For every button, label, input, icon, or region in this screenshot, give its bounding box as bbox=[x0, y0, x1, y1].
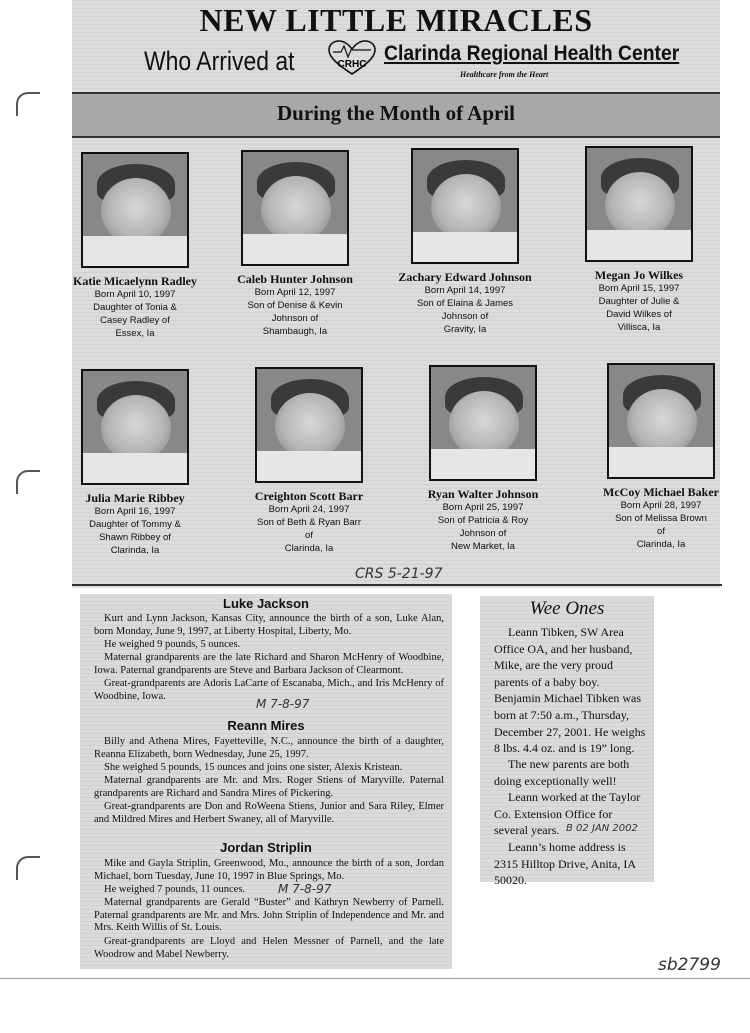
birth-heading-reann: Reann Mires bbox=[227, 718, 305, 733]
baby-photo bbox=[255, 367, 363, 483]
baby-name: Megan Jo Wilkes bbox=[594, 268, 684, 282]
handwritten-clipping-date: CRS 5-21-97 bbox=[355, 566, 443, 582]
baby-photo bbox=[429, 365, 537, 481]
birth-heading-luke: Luke Jackson bbox=[223, 596, 309, 611]
binder-hole-bottom bbox=[16, 856, 40, 880]
baby-photo bbox=[241, 150, 349, 266]
wee-ones-paragraph: The new parents are both doing exceptionally well! bbox=[494, 757, 630, 788]
birth-paragraph: Maternal grandparents are Mr. and Mrs. Roger Stiens of Maryville. Paternal grandparents are Richard and Sandra Mires of Pickering. bbox=[94, 775, 444, 799]
birth-paragraph: Great-grandparents are Lloyd and Helen Messner of Parnell, and the late Woodrow and Mabel Newberry. bbox=[94, 936, 444, 960]
baby-hometown: Clarinda, Ia bbox=[110, 545, 160, 556]
baby-birth-date: Born April 14, 1997 bbox=[424, 285, 506, 296]
baby-name: Creighton Scott Barr bbox=[254, 489, 364, 503]
baby-birth-date: Born April 10, 1997 bbox=[94, 289, 176, 300]
birth-paragraph: Mike and Gayla Striplin, Greenwood, Mo., announce the birth of a son, Jordan Michael, born Tuesday, June 10, 1997 in Blue Springs, Mo. bbox=[94, 858, 444, 882]
wee-ones-paragraph: Leann’s home address is 2315 Hilltop Drive, Anita, IA 50020. bbox=[494, 840, 636, 888]
baby-name: Julia Marie Ribbey bbox=[85, 491, 185, 505]
baby-name: McCoy Michael Baker bbox=[603, 485, 719, 499]
binder-hole-top bbox=[16, 92, 40, 116]
baby-parents-line: Son of Melissa Brown bbox=[615, 513, 707, 524]
baby-card bbox=[220, 150, 370, 338]
baby-card bbox=[408, 365, 558, 553]
birth-paragraph: She weighed 5 pounds, 15 ounces and joins one sister, Alexis Kristean. bbox=[104, 762, 403, 773]
baby-hometown: Essex, Ia bbox=[115, 328, 155, 339]
birth-paragraph: Maternal grandparents are the late Richard and Sharon McHenry of Woodbine, Iowa. Paternal grandparents are Steve and Barbara Jackson of Clearmont. bbox=[94, 652, 444, 676]
baby-birth-date: Born April 25, 1997 bbox=[442, 502, 524, 513]
baby-birth-date: Born April 24, 1997 bbox=[268, 504, 350, 515]
baby-birth-date: Born April 15, 1997 bbox=[598, 283, 680, 294]
baby-parents-line: of bbox=[657, 526, 665, 537]
birth-paragraph: Great-grandparents are Don and RoWeena Stiens, Junior and Sara Riley, Elmer and Mildred Mires and Herbert Swaney, all of Maryville. bbox=[94, 801, 444, 825]
baby-card bbox=[234, 367, 384, 555]
month-banner-text: During the Month of April bbox=[276, 101, 515, 125]
baby-photo bbox=[81, 152, 189, 268]
month-banner bbox=[72, 92, 720, 138]
logo-text: CRHC bbox=[337, 59, 367, 70]
baby-parents-line: Son of Denise & Kevin bbox=[247, 300, 343, 311]
baby-parents-line: Son of Elaina & James bbox=[416, 298, 514, 309]
wee-ones-paragraph: Leann Tibken, SW Area Office OA, and her husband, Mike, are the very proud parents of a baby boy. Benjamin Michael Tibken was born at 7:50 a.m., Thursday, December 27, 2001. He weighs 8 lbs. 4.4 oz. and is 19” long. bbox=[494, 625, 646, 756]
baby-hometown: Clarinda, Ia bbox=[636, 539, 686, 550]
newspaper-clipping-births bbox=[80, 594, 452, 969]
page-bottom-rule bbox=[0, 978, 750, 979]
baby-parents-line: Daughter of Tommy & bbox=[89, 519, 181, 530]
baby-card bbox=[586, 363, 736, 551]
birth-paragraph: He weighed 7 pounds, 11 ounces. bbox=[104, 884, 246, 895]
baby-parents-line: Son of Beth & Ryan Barr bbox=[256, 517, 362, 528]
hospital-tagline: Healthcare from the Heart bbox=[460, 70, 549, 79]
archive-id: sb2799 bbox=[658, 955, 721, 975]
baby-photo bbox=[81, 369, 189, 485]
baby-parents-line: David Wilkes of bbox=[606, 309, 672, 320]
baby-photo bbox=[585, 146, 693, 262]
baby-parents-line: Daughter of Julie & bbox=[598, 296, 680, 307]
baby-parents-line: Johnson of bbox=[441, 311, 489, 322]
baby-name: Katie Micaelynn Radley bbox=[73, 274, 197, 288]
baby-name: Caleb Hunter Johnson bbox=[237, 272, 353, 286]
page-title: NEW LITTLE MIRACLES bbox=[199, 2, 593, 38]
baby-parents-line: Shawn Ribbey of bbox=[99, 532, 171, 543]
baby-name: Zachary Edward Johnson bbox=[398, 270, 532, 284]
baby-parents-line: Johnson of bbox=[271, 313, 319, 324]
birth-paragraph: Maternal grandparents are Gerald “Buster” and Kathryn Newberry of Parnell. Paternal grandparents are Mr. and Mrs. John Striplin of Independence and Mr. and Mrs. Keith Willis of St. Louis. bbox=[94, 897, 444, 934]
baby-card bbox=[390, 148, 540, 336]
baby-photo bbox=[411, 148, 519, 264]
baby-card bbox=[60, 152, 210, 340]
newspaper-clipping-miracles bbox=[72, 0, 720, 588]
baby-parents-line: of bbox=[305, 530, 313, 541]
birth-paragraph: Kurt and Lynn Jackson, Kansas City, announce the birth of a son, Luke Alan, born Monday, June 9, 1997, at Liberty Hospital, Liberty, Mo. bbox=[94, 613, 444, 637]
newspaper-clipping-wee-ones bbox=[480, 596, 654, 888]
handwritten-note: M 7-8-97 bbox=[256, 697, 310, 711]
divider bbox=[72, 584, 722, 586]
baby-card bbox=[60, 369, 210, 557]
baby-hometown: New Market, Ia bbox=[451, 541, 515, 552]
baby-photo bbox=[607, 363, 715, 479]
birth-paragraph: Billy and Athena Mires, Fayetteville, N.C., announce the birth of a daughter, Reanna Elizabeth, born Wednesday, June 25, 1997. bbox=[94, 736, 444, 760]
handwritten-note: M 7-8-97 bbox=[278, 882, 332, 896]
baby-parents-line: Johnson of bbox=[459, 528, 507, 539]
wee-ones-title: Wee Ones bbox=[529, 598, 605, 619]
hospital-name: Clarinda Regional Health Center bbox=[384, 42, 680, 65]
baby-parents-line: Casey Radley of bbox=[100, 315, 170, 326]
wee-ones-paragraph: Leann worked at the Taylor Co. Extension Office for several years. bbox=[494, 790, 641, 838]
subtitle: Who Arrived at bbox=[144, 46, 295, 76]
baby-hometown: Villisca, Ia bbox=[617, 322, 661, 333]
birth-heading-jordan: Jordan Striplin bbox=[220, 840, 312, 855]
baby-hometown: Shambaugh, Ia bbox=[262, 326, 328, 337]
baby-birth-date: Born April 12, 1997 bbox=[254, 287, 336, 298]
baby-hometown: Clarinda, Ia bbox=[284, 543, 334, 554]
baby-card bbox=[564, 146, 714, 334]
baby-birth-date: Born April 16, 1997 bbox=[94, 506, 176, 517]
baby-parents-line: Son of Patricia & Roy bbox=[437, 515, 529, 526]
baby-parents-line: Daughter of Tonia & bbox=[93, 302, 177, 313]
baby-name: Ryan Walter Johnson bbox=[427, 487, 539, 501]
binder-hole-middle bbox=[16, 470, 40, 494]
birth-paragraph: He weighed 9 pounds, 5 ounces. bbox=[104, 639, 241, 650]
handwritten-note: B 02 JAN 2002 bbox=[566, 823, 638, 834]
baby-hometown: Gravity, Ia bbox=[443, 324, 487, 335]
crhc-heart-logo bbox=[327, 40, 377, 76]
baby-birth-date: Born April 28, 1997 bbox=[620, 500, 702, 511]
birth-paragraph: Great-grandparents are Adoris LaCarte of Escanaba, Mich., and Iris McHenry of Woodbine, Iowa. bbox=[94, 678, 444, 702]
